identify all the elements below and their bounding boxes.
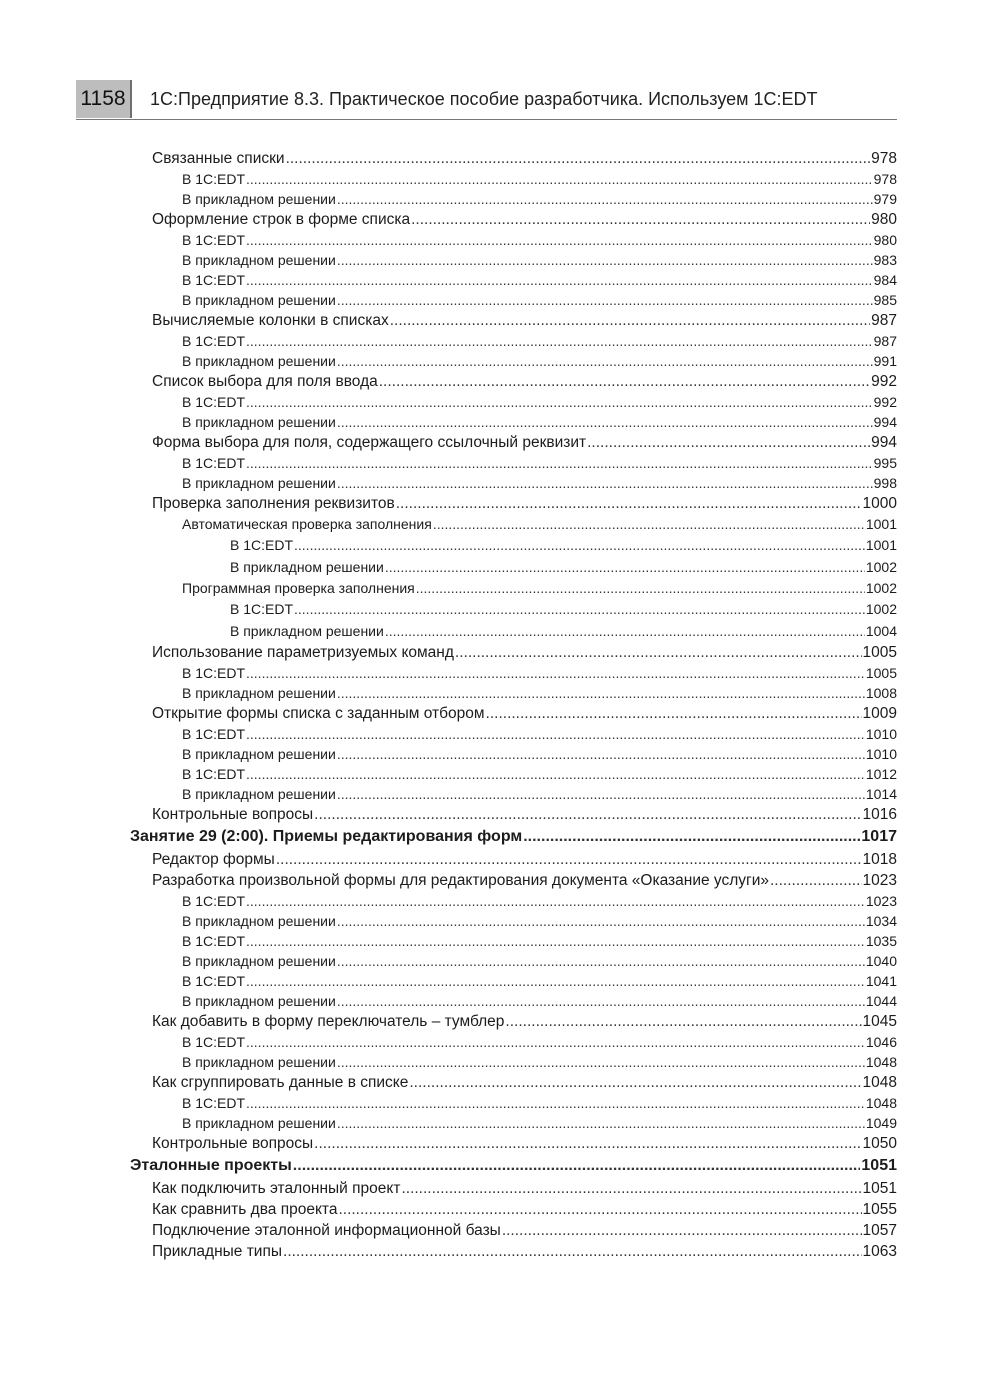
toc-entry-title: В 1С:EDT bbox=[230, 601, 294, 617]
toc-dot-leader bbox=[502, 1220, 862, 1241]
toc-entry[interactable] bbox=[130, 951, 897, 971]
toc-page-number: 1044 bbox=[865, 993, 897, 1009]
toc-entry-title: Открытие формы списка с заданным отбором bbox=[152, 705, 485, 722]
toc-page-number: 1045 bbox=[862, 1013, 897, 1030]
toc-entry-title: Как добавить в форму переключатель – тумблер bbox=[152, 1013, 505, 1030]
toc-dot-leader bbox=[246, 1032, 865, 1052]
toc-dot-leader bbox=[294, 598, 865, 620]
toc-dot-leader bbox=[337, 473, 873, 493]
toc-dot-leader bbox=[246, 971, 865, 991]
toc-entry[interactable] bbox=[130, 724, 897, 744]
toc-page-number: 1010 bbox=[865, 746, 897, 762]
toc-page-number: 994 bbox=[871, 434, 897, 451]
toc-dot-leader bbox=[587, 432, 870, 453]
toc-entry[interactable] bbox=[130, 991, 897, 1011]
toc-page-number: 987 bbox=[871, 312, 897, 329]
toc-dot-leader bbox=[337, 911, 865, 931]
toc-page-number: 978 bbox=[871, 150, 897, 167]
toc-entry[interactable] bbox=[130, 663, 897, 683]
page-header bbox=[76, 80, 897, 120]
toc-entry-title: В 1С:EDT bbox=[182, 933, 246, 949]
toc-entry[interactable] bbox=[130, 371, 897, 392]
toc-page-number: 1050 bbox=[862, 1135, 897, 1152]
toc-dot-leader bbox=[246, 891, 865, 911]
toc-entry-title: В 1С:EDT bbox=[182, 272, 246, 288]
toc-page-number: 1018 bbox=[862, 851, 897, 868]
toc-page-number: 1048 bbox=[865, 1095, 897, 1111]
toc-entry[interactable] bbox=[130, 1093, 897, 1113]
toc-entry-title: Контрольные вопросы bbox=[152, 1135, 314, 1152]
toc-entry-title: В прикладном решении bbox=[230, 623, 384, 639]
toc-entry[interactable] bbox=[130, 578, 897, 598]
toc-entry[interactable] bbox=[130, 849, 897, 870]
toc-entry[interactable] bbox=[130, 683, 897, 703]
toc-dot-leader bbox=[385, 620, 865, 642]
toc-dot-leader bbox=[283, 1241, 862, 1262]
toc-dot-leader bbox=[337, 744, 865, 764]
toc-entry-title: В 1С:EDT bbox=[182, 333, 246, 349]
toc-entry-title: В прикладном решении bbox=[182, 913, 336, 929]
toc-entry[interactable] bbox=[130, 1052, 897, 1072]
toc-page-number: 1046 bbox=[865, 1034, 897, 1050]
toc-entry[interactable] bbox=[130, 270, 897, 290]
toc-entry-title: В прикладном решении bbox=[182, 1054, 336, 1070]
toc-dot-leader bbox=[337, 351, 873, 371]
toc-dot-leader bbox=[246, 764, 865, 784]
page-number: 1158 bbox=[76, 80, 132, 118]
toc-entry[interactable] bbox=[130, 784, 897, 804]
toc-entry-title: В 1С:EDT bbox=[182, 1095, 246, 1111]
toc-entry-title: В 1С:EDT bbox=[182, 973, 246, 989]
toc-chapter[interactable] bbox=[130, 1154, 897, 1178]
toc-entry-title: Использование параметризуемых команд bbox=[152, 644, 454, 661]
toc-entry[interactable] bbox=[130, 1199, 897, 1220]
toc-entry[interactable] bbox=[130, 493, 897, 514]
toc-entry-title: Список выбора для поля ввода bbox=[152, 373, 378, 390]
toc-dot-leader bbox=[246, 724, 865, 744]
toc-entry[interactable] bbox=[130, 148, 897, 169]
toc-entry-title: В 1С:EDT bbox=[230, 537, 294, 553]
toc-page-number: 1023 bbox=[862, 872, 897, 889]
toc-page-number: 1035 bbox=[865, 933, 897, 949]
toc-page-number: 1023 bbox=[865, 893, 897, 909]
toc-dot-leader bbox=[314, 804, 861, 825]
toc-page-number: 980 bbox=[871, 211, 897, 228]
toc-dot-leader bbox=[337, 1113, 865, 1133]
toc-entry[interactable] bbox=[130, 453, 897, 473]
toc-entry[interactable] bbox=[130, 1113, 897, 1133]
toc-dot-leader bbox=[337, 784, 865, 804]
toc-dot-leader bbox=[246, 331, 873, 351]
toc-entry-title: Программная проверка заполнения bbox=[182, 580, 415, 596]
toc-page-number: 992 bbox=[871, 373, 897, 390]
toc-page-number: 979 bbox=[873, 191, 897, 207]
toc-page-number: 987 bbox=[873, 333, 897, 349]
toc-dot-leader bbox=[337, 991, 865, 1011]
toc-page-number: 1008 bbox=[865, 685, 897, 701]
toc-dot-leader bbox=[246, 270, 873, 290]
toc-entry-title: Вычисляемые колонки в списках bbox=[152, 312, 389, 329]
toc-dot-leader bbox=[276, 849, 862, 870]
toc-page-number: 1051 bbox=[862, 1180, 897, 1197]
toc-dot-leader bbox=[396, 493, 862, 514]
toc-page-number: 1034 bbox=[865, 913, 897, 929]
toc-entry-title: В прикладном решении bbox=[182, 746, 336, 762]
toc-entry[interactable] bbox=[130, 290, 897, 310]
toc-entry[interactable] bbox=[130, 804, 897, 825]
toc-page-number: 1017 bbox=[861, 828, 897, 845]
toc-dot-leader bbox=[411, 209, 870, 230]
toc-dot-leader bbox=[246, 230, 873, 250]
toc-entry-title: В 1С:EDT bbox=[182, 893, 246, 909]
toc-entry[interactable] bbox=[130, 642, 897, 663]
toc-entry-title: В прикладном решении bbox=[182, 414, 336, 430]
toc-entry[interactable] bbox=[130, 556, 897, 578]
toc-dot-leader bbox=[390, 310, 870, 331]
toc-entry[interactable] bbox=[130, 189, 897, 209]
toc-dot-leader bbox=[246, 1093, 865, 1113]
toc-dot-leader bbox=[294, 534, 865, 556]
toc-dot-leader bbox=[455, 642, 862, 663]
toc-page-number: 1001 bbox=[865, 537, 897, 553]
toc-entry[interactable] bbox=[130, 351, 897, 371]
toc-page-number: 985 bbox=[873, 292, 897, 308]
toc-entry-title: В 1С:EDT bbox=[182, 455, 246, 471]
toc-dot-leader bbox=[337, 412, 873, 432]
toc-dot-leader bbox=[338, 1199, 861, 1220]
toc-entry[interactable] bbox=[130, 412, 897, 432]
toc-entry[interactable] bbox=[130, 1011, 897, 1032]
toc-entry[interactable] bbox=[130, 392, 897, 412]
toc-dot-leader bbox=[486, 703, 862, 724]
toc-entry-title: Связанные списки bbox=[152, 150, 285, 167]
toc-page-number: 1048 bbox=[862, 1074, 897, 1091]
toc-dot-leader bbox=[246, 392, 873, 412]
toc-dot-leader bbox=[409, 1072, 861, 1093]
toc-entry-title: В 1С:EDT bbox=[182, 726, 246, 742]
toc-entry-title: В прикладном решении bbox=[182, 993, 336, 1009]
toc-entry[interactable] bbox=[130, 473, 897, 493]
toc-dot-leader bbox=[246, 663, 865, 683]
toc-entry[interactable] bbox=[130, 1241, 897, 1262]
toc-entry[interactable] bbox=[130, 250, 897, 270]
toc-entry-title: В прикладном решении bbox=[182, 685, 336, 701]
toc-dot-leader bbox=[770, 870, 862, 891]
toc-entry[interactable] bbox=[130, 230, 897, 250]
toc-entry-title: В прикладном решении bbox=[182, 353, 336, 369]
toc-entry-title: Контрольные вопросы bbox=[152, 806, 314, 823]
toc-entry-title: Форма выбора для поля, содержащего ссылочный реквизит bbox=[152, 434, 587, 451]
toc-page-number: 995 bbox=[873, 455, 897, 471]
toc-entry[interactable] bbox=[130, 620, 897, 642]
toc-entry[interactable] bbox=[130, 169, 897, 189]
toc-entry-title: Прикладные типы bbox=[152, 1243, 283, 1260]
toc-entry[interactable] bbox=[130, 1072, 897, 1093]
toc-entry-title: В 1С:EDT bbox=[182, 766, 246, 782]
toc-entry[interactable] bbox=[130, 931, 897, 951]
toc-entry-title: Оформление строк в форме списка bbox=[152, 211, 411, 228]
book-title: 1С:Предприятие 8.3. Практическое пособие разработчика. Используем 1С:EDT bbox=[150, 89, 818, 109]
toc-entry-title: В прикладном решении bbox=[182, 475, 336, 491]
toc-entry-title: В 1С:EDT bbox=[182, 171, 246, 187]
toc-dot-leader bbox=[314, 1133, 861, 1154]
toc-entry[interactable] bbox=[130, 598, 897, 620]
toc-dot-leader bbox=[246, 931, 865, 951]
toc-entry-title: В прикладном решении bbox=[230, 559, 384, 575]
toc-entry[interactable] bbox=[130, 209, 897, 230]
toc-entry[interactable] bbox=[130, 764, 897, 784]
toc-entry-title: Разработка произвольной формы для редактирования документа «Оказание услуги» bbox=[152, 872, 769, 889]
toc-page-number: 1048 bbox=[865, 1054, 897, 1070]
toc-entry[interactable] bbox=[130, 971, 897, 991]
toc-entry-title: Редактор формы bbox=[152, 851, 275, 868]
toc-page-number: 1051 bbox=[861, 1157, 897, 1174]
toc-entry-title: В 1С:EDT bbox=[182, 232, 246, 248]
toc-dot-leader bbox=[505, 1011, 861, 1032]
toc-page-number: 1012 bbox=[865, 766, 897, 782]
toc-dot-leader bbox=[401, 1178, 861, 1199]
toc-entry-title: Занятие 29 (2:00). Приемы редактирования форм bbox=[130, 828, 523, 845]
toc-page-number: 1040 bbox=[865, 953, 897, 969]
toc-dot-leader bbox=[246, 169, 873, 189]
toc-page-number: 1016 bbox=[862, 806, 897, 823]
table-of-contents bbox=[130, 148, 897, 1262]
toc-page-number: 1049 bbox=[865, 1115, 897, 1131]
toc-entry-title: Как сравнить два проекта bbox=[152, 1201, 338, 1218]
toc-entry-title: В прикладном решении bbox=[182, 191, 336, 207]
toc-dot-leader bbox=[337, 290, 873, 310]
toc-entry-title: В прикладном решении bbox=[182, 292, 336, 308]
toc-page-number: 998 bbox=[873, 475, 897, 491]
toc-page-number: 1009 bbox=[862, 705, 897, 722]
header-rule bbox=[76, 119, 897, 120]
toc-entry[interactable] bbox=[130, 534, 897, 556]
toc-page-number: 978 bbox=[873, 171, 897, 187]
toc-entry[interactable] bbox=[130, 744, 897, 764]
toc-page-number: 1005 bbox=[862, 644, 897, 661]
toc-entry[interactable] bbox=[130, 331, 897, 351]
toc-page-number: 992 bbox=[873, 394, 897, 410]
toc-page-number: 1001 bbox=[865, 516, 897, 532]
toc-entry[interactable] bbox=[130, 870, 897, 891]
toc-page-number: 983 bbox=[873, 252, 897, 268]
toc-dot-leader bbox=[337, 683, 865, 703]
toc-entry-title: В прикладном решении bbox=[182, 953, 336, 969]
toc-entry-title: В 1С:EDT bbox=[182, 665, 246, 681]
toc-page-number: 980 bbox=[873, 232, 897, 248]
toc-entry-title: Как сгруппировать данные в списке bbox=[152, 1074, 409, 1091]
toc-dot-leader bbox=[433, 514, 865, 534]
toc-dot-leader bbox=[293, 1154, 861, 1178]
toc-entry[interactable] bbox=[130, 1032, 897, 1052]
toc-page-number: 1014 bbox=[865, 786, 897, 802]
toc-dot-leader bbox=[337, 951, 865, 971]
toc-page-number: 1055 bbox=[862, 1201, 897, 1218]
toc-page-number: 984 bbox=[873, 272, 897, 288]
toc-entry-title: Как подключить эталонный проект bbox=[152, 1180, 401, 1197]
toc-dot-leader bbox=[286, 148, 871, 169]
toc-entry[interactable] bbox=[130, 1220, 897, 1241]
toc-entry-title: В 1С:EDT bbox=[182, 1034, 246, 1050]
toc-dot-leader bbox=[337, 189, 873, 209]
toc-dot-leader bbox=[385, 556, 865, 578]
toc-entry-title: В 1С:EDT bbox=[182, 394, 246, 410]
toc-entry[interactable] bbox=[130, 911, 897, 931]
toc-entry-title: Эталонные проекты bbox=[130, 1157, 292, 1174]
toc-dot-leader bbox=[246, 453, 873, 473]
toc-page-number: 1000 bbox=[862, 495, 897, 512]
toc-entry-title: В прикладном решении bbox=[182, 252, 336, 268]
toc-page-number: 994 bbox=[873, 414, 897, 430]
toc-page-number: 1002 bbox=[865, 559, 897, 575]
toc-chapter[interactable] bbox=[130, 825, 897, 849]
toc-dot-leader bbox=[337, 250, 873, 270]
toc-page-number: 1002 bbox=[865, 580, 897, 596]
toc-page-number: 1005 bbox=[865, 665, 897, 681]
toc-dot-leader bbox=[416, 578, 865, 598]
toc-dot-leader bbox=[523, 825, 860, 849]
toc-page-number: 1057 bbox=[862, 1222, 897, 1239]
toc-entry[interactable] bbox=[130, 310, 897, 331]
toc-entry-title: В прикладном решении bbox=[182, 786, 336, 802]
toc-entry-title: В прикладном решении bbox=[182, 1115, 336, 1131]
toc-dot-leader bbox=[337, 1052, 865, 1072]
toc-page-number: 991 bbox=[873, 353, 897, 369]
toc-entry[interactable] bbox=[130, 1178, 897, 1199]
toc-page-number: 1002 bbox=[865, 601, 897, 617]
toc-page-number: 1004 bbox=[865, 623, 897, 639]
toc-entry-title: Проверка заполнения реквизитов bbox=[152, 495, 395, 512]
toc-page-number: 1010 bbox=[865, 726, 897, 742]
toc-entry-title: Автоматическая проверка заполнения bbox=[182, 516, 432, 532]
toc-entry[interactable] bbox=[130, 891, 897, 911]
toc-entry[interactable] bbox=[130, 514, 897, 534]
toc-entry[interactable] bbox=[130, 703, 897, 724]
toc-page-number: 1063 bbox=[862, 1243, 897, 1260]
toc-entry-title: Подключение эталонной информационной базы bbox=[152, 1222, 501, 1239]
toc-page-number: 1041 bbox=[865, 973, 897, 989]
toc-entry[interactable] bbox=[130, 1133, 897, 1154]
toc-entry[interactable] bbox=[130, 432, 897, 453]
toc-dot-leader bbox=[379, 371, 870, 392]
